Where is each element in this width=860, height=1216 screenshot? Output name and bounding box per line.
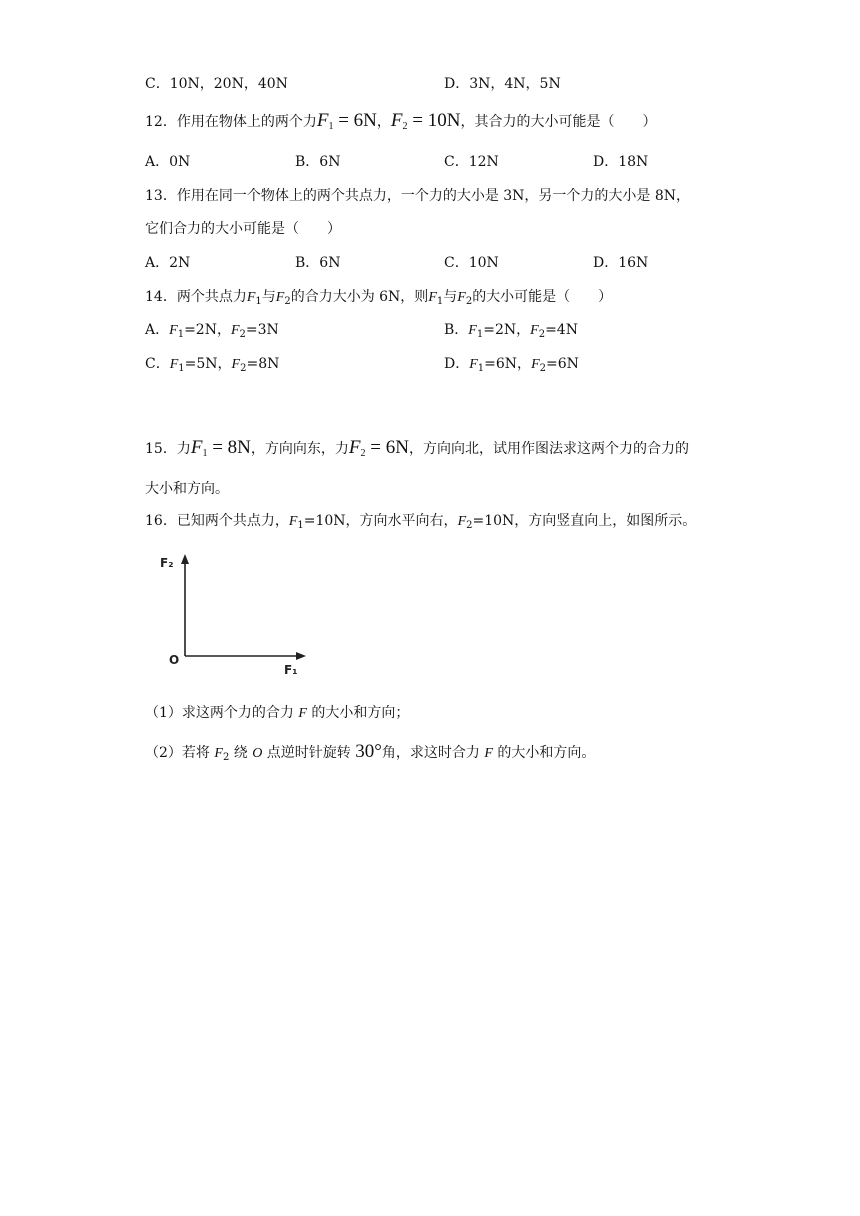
q12-option-b: B．6N [295, 154, 341, 170]
q15-stem-line2: 大小和方向。 [145, 481, 229, 497]
diagram-label-f1: F₁ [284, 663, 298, 677]
q11-option-c: C．10N，20N，40N [145, 76, 288, 92]
q16-number: 16．已知两个共点力， [145, 513, 289, 529]
q13-option-c: C．10N [444, 255, 499, 271]
q12-option-d: D．18N [593, 154, 649, 170]
q13-stem-line1: 13．作用在同一个物体上的两个共点力，一个力的大小是 3N，另一个力的大小是 8N， [145, 188, 691, 204]
q12-number: 12． [145, 114, 177, 130]
q11-option-d: D．3N，4N，5N [444, 76, 561, 92]
q14-number: 14． [145, 289, 177, 305]
q12-option-c: C．12N [444, 154, 499, 170]
q15-number: 15．力 [145, 441, 191, 457]
q16-stem: 16．已知两个共点力，$F_1=10N$，方向水平向右，$F_2=10N$，方向竖直向上，如图所示。 [145, 513, 697, 531]
q16-subquestion-1: （1）求这两个力的合力 F 的大小和方向； [145, 705, 410, 721]
q14-stem: 14．两个共点力$F_1$与$F_2$的合力大小为 6N，则$F_1$与$F_2$的大小可能是（ ） [145, 289, 613, 307]
diagram-label-origin: O [169, 653, 180, 667]
q14-option-d: D．$F_1=6N$，$F_2=6N$ [444, 356, 579, 374]
rotation-angle: 30° [355, 741, 382, 762]
q16-subquestion-2: （2）若将 $F_2$ 绕 O 点逆时针旋转 30°角，求这时合力 F 的大小和方向。 [145, 741, 596, 763]
force-diagram [150, 540, 310, 682]
q13-stem-line2: 它们合力的大小可能是（ ） [145, 221, 341, 237]
q13-option-b: B．6N [295, 255, 341, 271]
q14-option-a: A．$F_1=2N$，$F_2=3N$ [145, 322, 279, 340]
q12-stem: 12．作用在物体上的两个力$F_1 = 6N$，$F_2 = 10N$，其合力的大小可能是（ ） [145, 110, 657, 132]
q13-option-d: D．16N [593, 255, 649, 271]
f1-arrowhead-icon [296, 652, 306, 660]
q14-option-c: C．$F_1=5N$，$F_2=8N$ [145, 356, 280, 374]
q14-option-b: B．$F_1=2N$，$F_2=4N$ [444, 322, 578, 340]
f2-arrowhead-icon [181, 554, 189, 564]
q13-option-a: A．2N [145, 255, 191, 271]
q12-option-a: A．0N [145, 154, 191, 170]
diagram-label-f2: F₂ [160, 556, 174, 570]
q15-stem-line1: 15．力$F_1 = 8N$，方向向东，力$F_2 = 6N$，方向向北，试用作图法求这两个力的合力的 [145, 437, 689, 459]
